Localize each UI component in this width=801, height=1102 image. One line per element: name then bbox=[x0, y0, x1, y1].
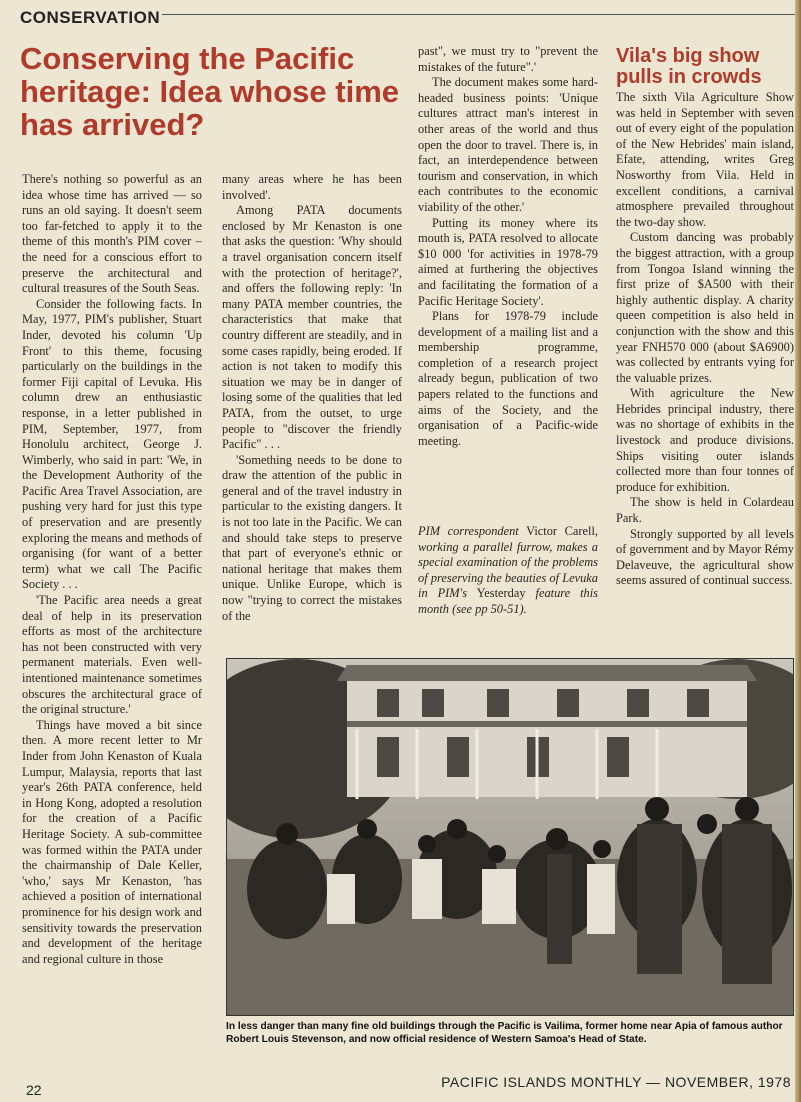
paragraph: Things have moved a bit since then. A more recent letter to Mr Inder from John Kenaston of Kuala Lumpur, Malaysia, reports that last year's 26th PATA conference, held in Hong Kong, adopted a resolution for the creation of a Pacific Heritage Society. A sub-committee was formed within the PATA under the chairmanship of Dale Keller, 'who,' says Mr Kenaston, 'has achieved a position of international prominence for his design work and sensitivity towards the preservation and development of the heritage and regional culture in those bbox=[22, 717, 202, 966]
sidebar-headline: Vila's big show pulls in crowds bbox=[616, 45, 762, 88]
paragraph: Among PATA documents enclosed by Mr Kenaston is one that asks the question: 'Why should a travel organisation concern itself with the protection of heritage?', and offers the following reply: 'In many PATA member countries, the characteristics that make that country different are steadily, and in some cases rapidly, being eroded. If action is not taken to modify this situation we may be in danger of losing some of the qualities that led PATA, from the outset, to urge people to "discover the friendly Pacific" . . . bbox=[222, 203, 402, 452]
paragraph: 'Something needs to be done to draw the attention of the public in general and of the travel industry in particular to the existing dangers. It is not too late in the Pacific. We can and should take steps to preserve that part of everyone's ethnic or national heritage that makes them unique. Unlike Europe, which is now "trying to correct the mistakes of the bbox=[222, 452, 402, 623]
vailima-photo bbox=[226, 658, 794, 1016]
page-edge bbox=[795, 0, 801, 1102]
paragraph: Custom dancing was probably the biggest attraction, with a group from Tongoa Island winning the first prize of $A500 with their highly authentic display. A charity queen competition is also held in conjunction with the show and this year FNH570 000 (about $A6900) was collected by entrants vying for the valuable prizes. bbox=[616, 230, 794, 385]
sidebar-column bbox=[616, 90, 794, 650]
paragraph: Putting its money where its mouth is, PATA resolved to allocate $10 000 'for activities in 1978-79 aimed at furthering the objectives and facilitating the formation of a Pacific Heritage Society'. bbox=[418, 215, 598, 308]
paragraph: The sixth Vila Agriculture Show was held in September with seven out of every eight of the population of the New Hebrides' main island, Efate, attending, writes Greg Nosworthy from Vila. Held in excellent conditions, a carnival atmosphere prevailed throughout the two-day show. bbox=[616, 90, 794, 229]
paragraph: 'The Pacific area needs a great deal of help in its preservation efforts as most of the architecture has not been constructed with very permanent materials. Even well-intentioned maintenance sometimes obscures the architectural grace of the original structure.' bbox=[22, 593, 202, 717]
paragraph: With agriculture the New Hebrides principal industry, there was no shortage of exhibits in the livestock and produce divisions. Ships visiting outer islands collected more than four tonnes of produce for exhibition. bbox=[616, 386, 794, 494]
photo-caption: In less danger than many fine old buildings through the Pacific is Vailima, former home near Apia of famous author Robert Louis Stevenson, and now official residence of Western Samoa's Head of State. bbox=[226, 1021, 783, 1045]
note-name: Victor Carell, bbox=[526, 524, 598, 538]
paragraph: many areas where he has been involved'. bbox=[222, 172, 402, 202]
paragraph: past", we must try to "prevent the mistakes of the future".' bbox=[418, 44, 598, 74]
publication-footer: PACIFIC ISLANDS MONTHLY — NOVEMBER, 1978 bbox=[441, 1074, 791, 1090]
note-lead: PIM correspondent bbox=[418, 524, 519, 538]
note-feature: Yesterday bbox=[476, 586, 526, 601]
paragraph: Consider the following facts. In May, 1977, PIM's publisher, Stuart Inder, devoted his column 'Up Front' to this theme, focusing particularly on the buildings in the former Fiji capital of Levuka. His column drew an enthusiastic response, in a letter published in PIM, September, 1977, from Honolulu architect, George J. Wimberly, who said in part: 'We, in the Development Authority of the Pacific Area Travel Association, are pushing very hard for just this type of preservation and are presently exploring the means and methods of organising (for want of a better term) what we call The Pacific Society . . . bbox=[22, 296, 202, 592]
article-column-1 bbox=[22, 172, 202, 1067]
photo-illustration bbox=[227, 659, 794, 1016]
section-label: CONSERVATION bbox=[20, 8, 161, 27]
note-rest: working a parallel furrow, makes a special examination of the problems of preserving the beauties of Levuka in PIM's bbox=[418, 539, 598, 601]
article-headline: Conserving the Pacific heritage: Idea whose time has arrived? bbox=[20, 41, 399, 142]
paragraph: The document makes some hard-headed business points: 'Unique cultures attract man's interest in other areas of the world and thus open the door to travel. There is, in fact, an interdependence between tourism and conservation, in which each contributes to the economic viability of the other.' bbox=[418, 75, 598, 214]
paragraph: Plans for 1978-79 include development of a mailing list and a membership programme, completion of a research project already begun, publication of two papers related to the functions and aims of the Society, and the organisation of a Pacific-wide meeting. bbox=[418, 309, 598, 448]
paragraph: The show is held in Colardeau Park. bbox=[616, 495, 794, 526]
paragraph: Strongly supported by all levels of government and by Mayor Rémy Delaveuve, the agricultural show seems assured of continual success. bbox=[616, 526, 794, 588]
note-tail: feature this month (see pp 50-51). bbox=[418, 586, 598, 616]
top-rule bbox=[162, 14, 795, 15]
article-column-3 bbox=[418, 44, 598, 474]
paragraph: There's nothing so powerful as an idea whose time has arrived — so runs an old saying. It doesn't seem too far-fetched to apply it to the theme of this month's PIM cover – the need for a conscious effort to preserve the architectural and cultural treasures of the South Seas. bbox=[22, 172, 202, 296]
page-number: 22 bbox=[26, 1082, 42, 1098]
correspondent-note bbox=[418, 524, 598, 618]
article-column-2 bbox=[222, 172, 402, 657]
